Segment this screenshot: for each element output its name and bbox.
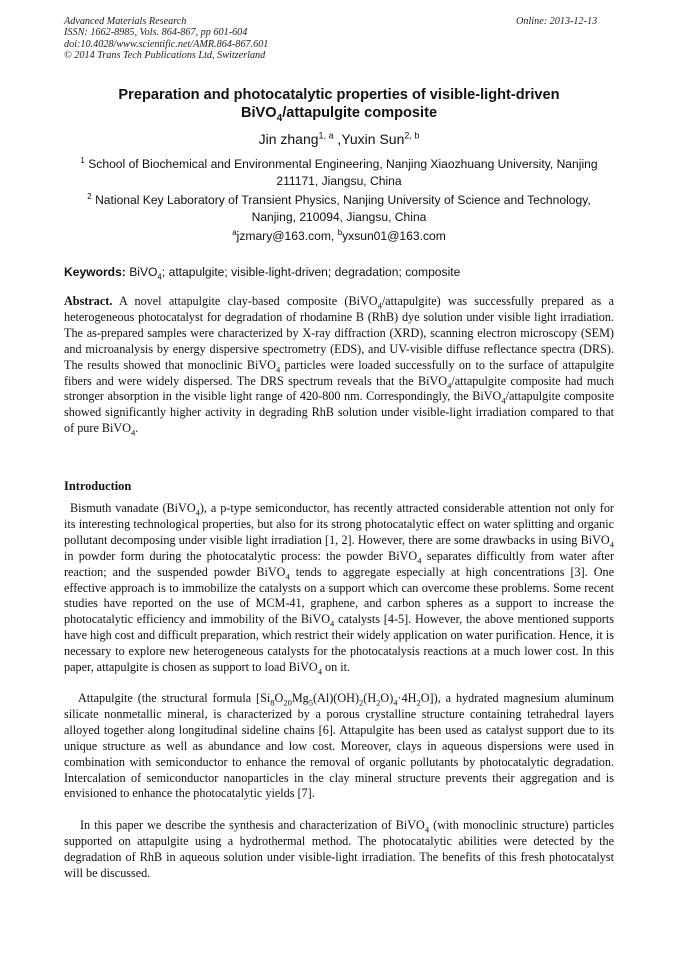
title-line-1: Preparation and photocatalytic properties of visible-light-driven xyxy=(118,87,560,103)
intro-paragraph-2: Attapulgite (the structural formula $[Si_8O_{20}Mg_5(Al)(OH)_2(H_2O)_4\cdot 4H_2O]$), a hydrated magnesium aluminum silicate nonmetallic mineral, is characterized by a porous crystalline structure containing tetrahedral layers alloyed together along longitudinal sideline chains [6]. Attapulgite has been used as catalyst support due to its unique structure as well as abundance and low cost. Moreover, clays in aqueous dispersions were used in combination with semiconductor to enhance the removal of organic pollutants by photocatalytic degradation. Intercalation of semiconductor nanoparticles in the clay mineral structure prevents their aggregation and is envisioned to enhance the photocatalytic yields [7]. xyxy=(64,691,615,801)
title-line-2: BiVO$_4$/attapulgite composite xyxy=(240,105,438,124)
paper-title xyxy=(60,86,618,122)
author-2: Yuxin Sun xyxy=(341,131,405,147)
keywords: Keywords: BiVO$_4$; attapulgite; visible-light-driven; degradation; composite xyxy=(64,265,461,282)
intro-paragraph-1: Bismuth vanadate (BiVO$_4$), a p-type semiconductor, has recently attracted considerable attention not only for its interesting technological properties, but also for its strong photocatalytic effect on water splitting and organic pollutant decomposing under visible light irradiation [1, 2]. However, there are some drawbacks in using BiVO$_4$ in powder form during the photocatalytic process: the powder BiVO$_4$ separates difficultly from water after reaction; and the suspended powder BiVO$_4$ tends to aggregate especially at high concentrations [3]. One effective approach is to immobilize the catalysts on a support which can overcome these problems. Some recent studies have reported on the use of MCM-41, graphene, and carbon spheres as a support to increase the photocatalytic efficiency and immobility of the BiVO$_4$ catalysts [4-5]. However, the above mentioned supports have high cost and difficult preparation, which restrict their widely application on water purification. Hence, it is necessary to explore new heterogeneous catalysts for the photocatalysis reactions at a much lower cost. In this paper, attapulgite is chosen as support to load BiVO$_4$ on it. xyxy=(64,501,615,677)
intro-paragraph-3: In this paper we describe the synthesis and characterization of BiVO$_4$ (with monoclinic structure) particles supported on attapulgite using a hydrothermal method. The photocatalytic abilities were detected by the degradation of RhB in aqueous solution under visible-light irradiation. The benefits of this fresh photocatalyst will be discussed. xyxy=(64,818,614,880)
issn-line: ISSN: 1662-8985, Vols. 864-867, pp 601-604 xyxy=(64,27,248,39)
doi-line: doi:10.4028/www.scientific.net/AMR.864-867.601 xyxy=(64,38,269,50)
abstract: Abstract. A novel attapulgite clay-based composite (BiVO$_4$/attapulgite) was successfully prepared as a heterogeneous photocatalyst for degradation of rhodamine B (RhB) dye solution under visible light irradiation. The as-prepared samples were characterized by X-ray diffraction (XRD), scanning electron microscopy (SEM) and microanalysis by energy dispersive spectrometry (EDS), and UV-visible diffuse reflectance spectra (DRS). The results showed that monoclinic BiVO$_4$ particles were loaded successfully on to the surface of attapulgite fibers and were widely dispersed. The DRS spectrum reveals that the BiVO$_4$/attapulgite composite had much stronger absorption in the visible light range of 420-800 nm. Correspondingly, the BiVO$_4$/attapulgite composite showed significantly higher activity in degrading RhB solution under visible-light irradiation compared to that of pure BiVO$_4$. xyxy=(64,294,615,438)
abstract-label: Abstract. xyxy=(64,294,113,308)
author-2-marker: 2, b xyxy=(404,130,420,141)
email-2[interactable]: yxsun01@163.com xyxy=(342,229,446,243)
affiliation-1: $^1$ School of Biochemical and Environmental Engineering, Nanjing Xiaozhuang University, Nanjing 211171, Jiangsu, China xyxy=(80,155,598,188)
copyright-line: © 2014 Trans Tech Publications Ltd, Switzerland xyxy=(64,50,266,62)
journal-header xyxy=(64,16,268,62)
author-emails: $^a$jzmary@163.com, $^b$yxsun01@163.com xyxy=(232,227,446,243)
email-1[interactable]: jzmary@163.com, xyxy=(236,229,338,243)
keywords-label: Keywords: xyxy=(64,265,126,279)
journal-name: Advanced Materials Research xyxy=(64,16,187,27)
online-date: Online: 2013-12-13 xyxy=(516,16,598,27)
author-1-marker: 1, a xyxy=(318,130,334,141)
introduction-heading: Introduction xyxy=(64,479,132,493)
author-1: Jin zhang xyxy=(258,131,319,147)
affiliation-2: $^2$ National Key Laboratory of Transient Physics, Nanjing University of Science and Technology, Nanjing, 210094, Jiangsu, China xyxy=(87,191,591,224)
author-list: Jin zhang$^{1, a}$ ,Yuxin Sun$^{2, b}$ xyxy=(258,130,420,147)
